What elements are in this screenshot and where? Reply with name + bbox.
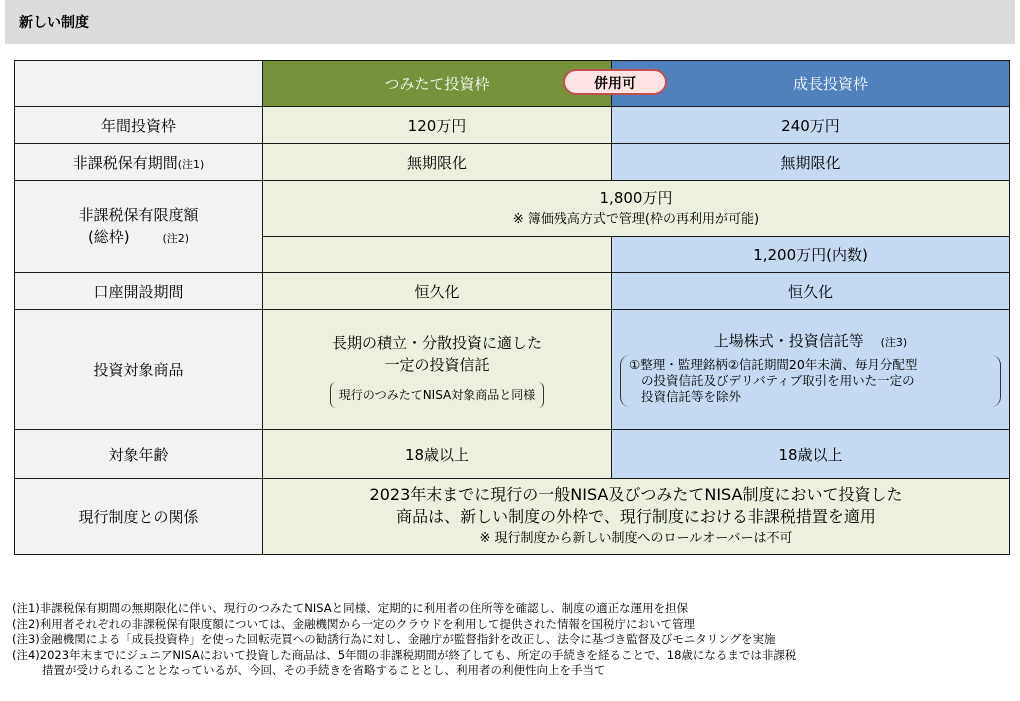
header-tsumitate [263,61,636,107]
limit-sub-label: (総枠) [87,227,130,246]
footnote-1: (注1)非課税保有期間の無期限化に伴い、現行のつみたてNISAと同様、定期的に利用者の住所等を確認し、制度の適正な運用を担保 [12,601,689,615]
header-seicho [612,61,1010,107]
products-seicho-exclusions [620,355,1001,407]
products-seicho [612,310,1010,430]
limit-tsumitate-empty [263,237,612,273]
header-seicho-label: 成長投資枠 [792,75,868,93]
account-seicho: 恒久化 [612,273,1010,310]
products-tsumitate [263,310,612,430]
header-empty-cell [15,61,263,107]
limit-label-text: 非課税保有限度額 [78,205,199,224]
relation-line3: ※ 現行制度から新しい制度へのロールオーバーは不可 [479,530,793,546]
section-title: 新しい制度 [19,15,89,31]
footnote-4a: (注4)2023年末までにジュニアNISAにおいて投資した商品は、5年間の非課税期間が終了しても、所定の手続きを経ることで、18歳になるまでは非課税 [12,647,797,662]
limit-seicho: 1,200万円(内数) [612,237,1010,273]
products-seicho-note-mark: (注3) [880,336,908,349]
table-row [15,181,1010,237]
limit-sub-row [15,226,262,250]
footnote-4b: 措置が受けられることとなっているが、今回、その手続きを省略することとし、利用者の利便性向上を手当て [42,663,606,677]
section-header [5,0,1015,44]
age-seicho: 18歳以上 [612,430,1010,479]
annual-tsumitate: 120万円 [263,107,612,144]
header-row [15,61,1010,107]
account-tsumitate: 恒久化 [263,273,612,310]
header-tsumitate-label: つみたて投資枠 [384,75,490,93]
table-row [15,430,1010,479]
row-label-products: 投資対象商品 [15,310,263,430]
row-label-period [15,144,263,181]
age-tsumitate: 18歳以上 [263,430,612,479]
products-tsumitate-note: 現行のつみたてNISA対象商品と同様 [330,382,545,408]
row-label-limit [15,181,263,273]
limit-combined [263,181,1010,237]
row-label-account: 口座開設期間 [15,273,263,310]
table-row [15,144,1010,181]
table-row [15,107,1010,144]
nisa-comparison-table [14,60,1010,555]
limit-note-mark: (注2) [162,231,190,245]
relation-combined [263,479,1010,555]
products-seicho-title: 上場株式・投資信託等 [713,332,864,350]
table-row [15,273,1010,310]
products-seicho-line3: 投資信託等を除外 [641,389,742,404]
limit-combined-note: ※ 簿価残高方式で管理(枠の再利用が可能) [512,211,760,227]
combined-use-badge: 併用可 [563,69,667,95]
table-row [15,310,1010,430]
row-label-annual: 年間投資枠 [15,107,263,144]
footnotes [12,601,1012,679]
table-row [15,479,1010,555]
footnote-2: (注2)利用者それぞれの非課税保有限度額については、金融機関から一定のクラウドを利用して提供された情報を国税庁において管理 [12,616,696,631]
period-tsumitate: 無期限化 [263,144,612,181]
limit-combined-value: 1,800万円 [599,188,673,207]
products-seicho-line2: の投資信託及びデリバティブ取引を用いた一定の [641,373,915,388]
relation-line2: 商品は、新しい制度の外枠で、現行制度における非課税措置を適用 [396,506,876,526]
row-label-age: 対象年齢 [15,430,263,479]
period-label-text: 非課税保有期間 [72,153,178,172]
footnote-3: (注3)金融機関による「成長投資枠」を使った回転売買への勧誘行為に対し、金融庁が監督指針を改正し、法令に基づき監督及びモニタリングを実施 [12,632,776,646]
products-tsumitate-line2: 一定の投資信託 [384,355,490,374]
period-note-mark: (注1) [177,157,205,171]
row-label-relation: 現行制度との関係 [15,479,263,555]
products-tsumitate-line1: 長期の積立・分散投資に適した [331,333,542,352]
relation-line1: 2023年末までに現行の一般NISA及びつみたてNISA制度において投資した [369,484,903,504]
period-seicho: 無期限化 [612,144,1010,181]
products-seicho-line1: ①整理・監理銘柄②信託期間20年未満、毎月分配型 [629,357,918,372]
annual-seicho: 240万円 [612,107,1010,144]
